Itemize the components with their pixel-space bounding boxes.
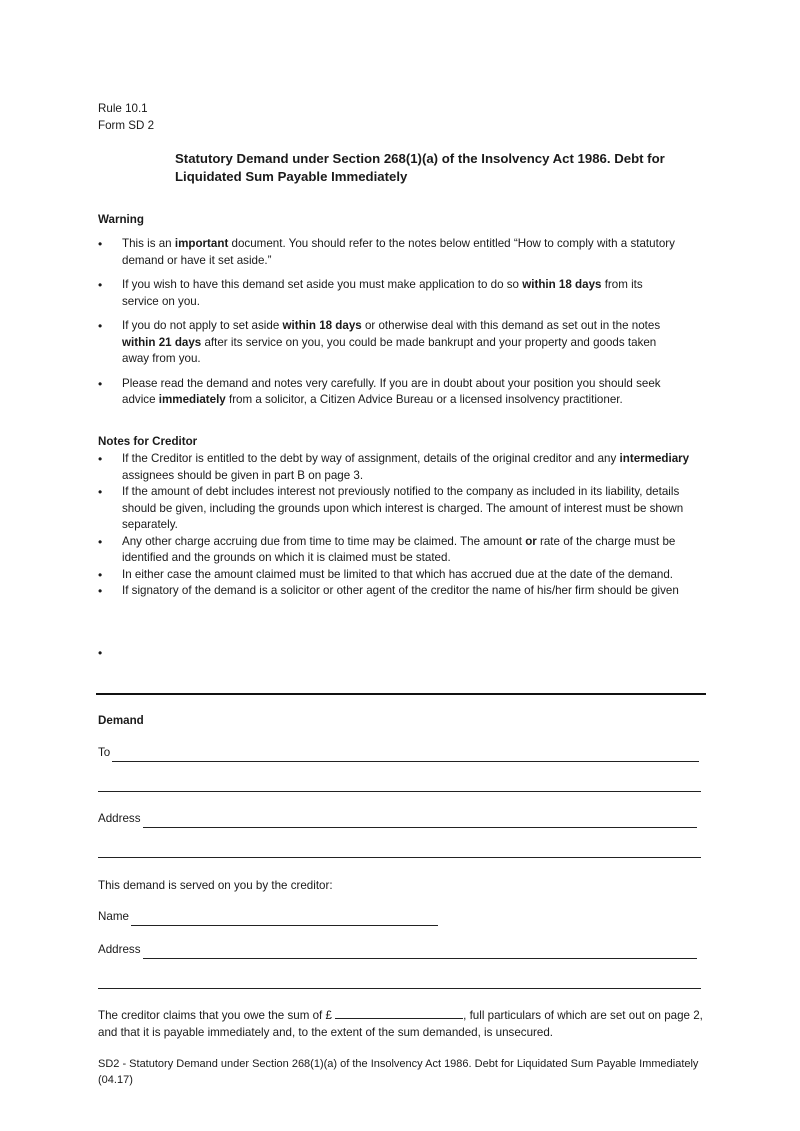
list-item: • If the Creditor is entitled to the debt by way of assignment, details of the original creditor and any intermediary assignees should be given in part B on page 3. (98, 451, 710, 484)
creditor-address-label: Address (98, 943, 141, 956)
list-item: • If you wish to have this demand set aside you must make application to do so within 18 days from its service on you. (98, 277, 678, 310)
creditor-name-field[interactable] (98, 909, 438, 926)
address-label: Address (98, 812, 141, 825)
served-statement: This demand is served on you by the creditor: (98, 879, 333, 892)
claim-statement: The creditor claims that you owe the sum of £ , full particulars of which are set out on page 2, and that it is payable immediately and, to the extent of the sum demanded, is unsecured. (98, 1009, 703, 1039)
section-divider (96, 693, 706, 695)
list-item: • Please read the demand and notes very carefully. If you are in doubt about your position you should seek advice immediately from a solicitor, a Citizen Advice Bureau or a licensed insolvency practitioner. (98, 376, 678, 409)
creditor-address-field[interactable] (98, 942, 697, 959)
list-item (98, 645, 125, 662)
notes-heading: Notes for Creditor (98, 435, 198, 448)
address-blank-line[interactable] (143, 815, 697, 828)
list-item: • If signatory of the demand is a solicitor or other agent of the creditor the name of his/her firm should be given (98, 583, 710, 600)
name-label: Name (98, 910, 129, 923)
list-item: • If you do not apply to set aside within 18 days or otherwise deal with this demand as set out in the notes within 21 days after its service on you, you could be made bankrupt and your property and goods taken away from you. (98, 318, 678, 368)
list-item: • This is an important document. You should refer to the notes below entitled “How to comply with a statutory demand or have it set aside.” (98, 236, 678, 269)
document-title: Statutory Demand under Section 268(1)(a) of the Insolvency Act 1986. Debt for Liquidated Sum Payable Immediately (175, 151, 665, 184)
address-field[interactable] (98, 811, 697, 828)
warning-list (98, 236, 678, 417)
list-item: • Any other charge accruing due from time to time may be claimed. The amount or rate of the charge must be identified and the grounds on which it is claimed must be stated. (98, 534, 710, 567)
form-number: Form SD 2 (98, 119, 155, 132)
list-item: • If the amount of debt includes interest not previously notified to the company as included in its liability, details should be given, including the grounds upon which interest is charged. The amount of interest must be shown separately. (98, 484, 710, 534)
notes-list (98, 451, 710, 600)
form-reference (98, 101, 154, 135)
to-field[interactable] (98, 745, 699, 762)
sum-blank-line[interactable] (335, 1007, 463, 1019)
to-continuation-line[interactable] (98, 791, 701, 792)
address-continuation-line[interactable] (98, 857, 701, 858)
demand-heading: Demand (98, 714, 144, 727)
to-label: To (98, 746, 111, 759)
rule-number: Rule 10.1 (98, 102, 148, 115)
empty-list-item (98, 645, 125, 662)
creditor-address-continuation-line[interactable] (98, 988, 701, 989)
list-item: • In either case the amount claimed must be limited to that which has accrued due at the date of the demand. (98, 567, 710, 584)
page-footer: SD2 - Statutory Demand under Section 268(1)(a) of the Insolvency Act 1986. Debt for Liquidated Sum Payable Immediately (04.17) (98, 1058, 699, 1086)
name-blank-line[interactable] (131, 913, 438, 926)
creditor-address-blank-line[interactable] (143, 946, 697, 959)
warning-heading: Warning (98, 213, 144, 226)
to-blank-line[interactable] (112, 749, 699, 762)
